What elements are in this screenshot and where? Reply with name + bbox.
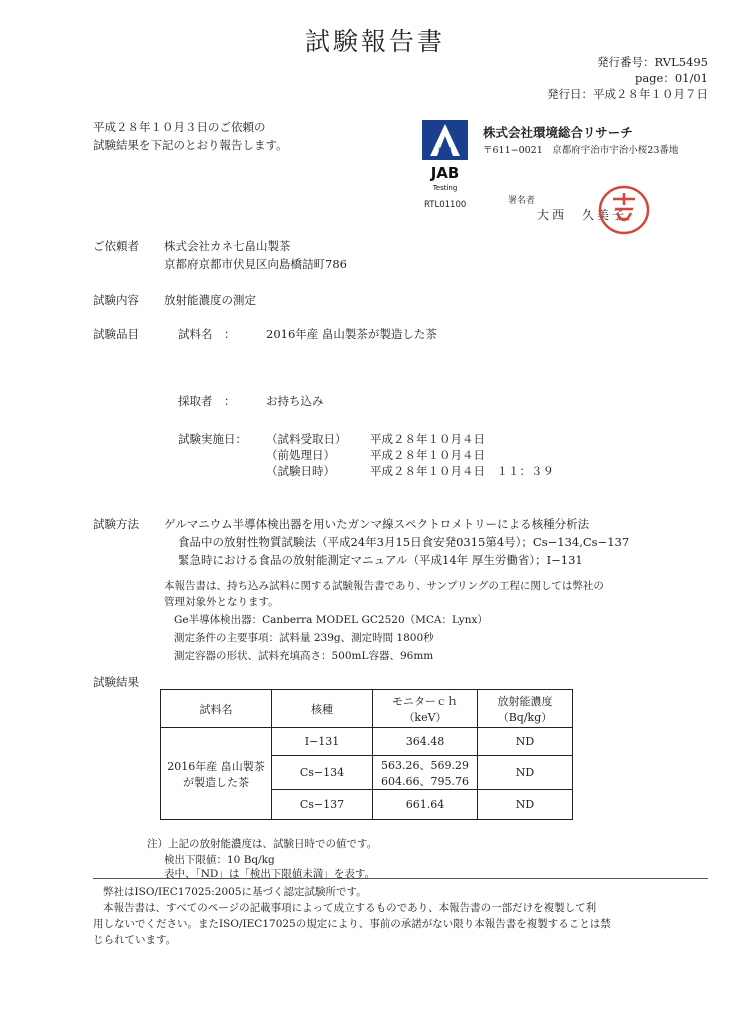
container-info: 測定容器の形状、試料充填高さ：500mL容器、96mm bbox=[174, 650, 434, 662]
footer-divider bbox=[93, 878, 708, 879]
monitor-cell: 364.48 bbox=[373, 728, 478, 756]
concentration-cell: ND bbox=[478, 756, 573, 790]
monitor-cell bbox=[373, 756, 478, 790]
note-line-3: 表中、「ND」は「検出下限値未満」を表す。 bbox=[164, 868, 376, 880]
sample-name-line-2: が製造した茶 bbox=[183, 775, 249, 789]
method-label: 試験方法 bbox=[93, 517, 139, 531]
signer-label: 署名者 bbox=[508, 196, 536, 206]
header-monitor-unit: （keV） bbox=[403, 710, 447, 724]
sample-name-cell bbox=[161, 728, 272, 820]
lab-address: 〒611−0021 京都府宇治市宇治小桜23番地 bbox=[483, 145, 679, 156]
pretreat-date-label: （前処理日） bbox=[266, 448, 335, 462]
header-concentration-unit: （Bq/kg） bbox=[497, 710, 553, 724]
logo-lab-text: LAB bbox=[438, 146, 452, 154]
footer-line-1: 弊社はISO/IEC17025:2005に基づく認定試験所です。 bbox=[103, 886, 367, 898]
concentration-cell: ND bbox=[478, 728, 573, 756]
logo-code: RTL01100 bbox=[424, 200, 467, 210]
seal-stamp-icon bbox=[595, 185, 653, 235]
page-number: page：01/01 bbox=[634, 71, 708, 85]
footer-line-3: 用しないでください。またISO/IEC17025の規定により、事前の承諾がない限り本報告書を複製することは禁 bbox=[93, 918, 611, 930]
note-line-2: 検出下限値：10 Bq/kg bbox=[164, 854, 275, 866]
signer-name: 大西 久美子 bbox=[537, 208, 628, 222]
sample-section-label: 試験品目 bbox=[93, 327, 139, 341]
test-datetime-label: （試験日時） bbox=[266, 464, 335, 478]
header-monitor bbox=[373, 690, 478, 728]
footer-line-4: じられています。 bbox=[93, 934, 177, 946]
results-table bbox=[160, 689, 573, 820]
report-number: 発行番号：RVL5495 bbox=[597, 55, 708, 69]
received-date-label: （試料受取日） bbox=[266, 432, 347, 446]
footer-line-2: 本報告書は、すべてのページの記載事項によって成立するものであり、本報告書の一部だけを複製して利 bbox=[103, 902, 597, 914]
test-content-label: 試験内容 bbox=[93, 293, 139, 307]
method-note-1: 本報告書は、持ち込み試料に関する試験報告書であり、サンプリングの工程に関しては弊社の bbox=[164, 580, 604, 592]
measure-conditions: 測定条件の主要事項：試料量 239g、測定時間 1800秒 bbox=[174, 632, 434, 644]
method-line-1: ゲルマニウム半導体検出器を用いたガンマ線スペクトロメトリーによる核種分析法 bbox=[164, 517, 590, 531]
method-line-3: 緊急時における食品の放射能測定マニュアル（平成14年 厚生労働省）；I−131 bbox=[178, 553, 583, 567]
header-nuclide: 核種 bbox=[272, 690, 373, 728]
test-datetime-value: 平成２８年１０月４日 １１：３９ bbox=[370, 464, 554, 478]
received-date-value: 平成２８年１０月４日 bbox=[370, 432, 485, 446]
table-row bbox=[161, 728, 573, 756]
method-line-2: 食品中の放射性物質試験法（平成24年3月15日食安発0315第4号）；Cs−134,Cs−137 bbox=[178, 535, 630, 549]
monitor-line-2: 604.66、795.76 bbox=[381, 774, 469, 788]
nuclide-cell: I−131 bbox=[272, 728, 373, 756]
lab-company-name: 株式会社環境総合リサーチ bbox=[483, 125, 633, 140]
nuclide-cell: Cs−134 bbox=[272, 756, 373, 790]
header-monitor-label: モニターｃｈ bbox=[392, 694, 458, 708]
client-name: 株式会社カネ七畠山製茶 bbox=[164, 239, 291, 253]
intro-line-2: 試験結果を下記のとおり報告します。 bbox=[93, 138, 288, 152]
header-sample: 試料名 bbox=[161, 690, 272, 728]
monitor-line-1: 563.26、569.29 bbox=[381, 758, 469, 772]
pretreat-date-value: 平成２８年１０月４日 bbox=[370, 448, 485, 462]
test-content-value: 放射能濃度の測定 bbox=[164, 293, 256, 307]
detector-info: Ge半導体検出器：Canberra MODEL GC2520（MCA：Lynx） bbox=[174, 614, 488, 626]
results-label: 試験結果 bbox=[93, 675, 139, 689]
jab-logo bbox=[420, 118, 470, 196]
sample-name-line-1: 2016年産 畠山製茶 bbox=[167, 759, 265, 773]
concentration-cell: ND bbox=[478, 790, 573, 820]
issue-date: 発行日：平成２８年１０月７日 bbox=[547, 87, 708, 101]
client-label: ご依頼者 bbox=[93, 239, 139, 253]
sample-name-label: 試料名 ： bbox=[178, 327, 236, 341]
logo-testing-text: Testing bbox=[432, 184, 458, 192]
sample-name-value: 2016年産 畠山製茶が製造した茶 bbox=[266, 327, 437, 341]
client-address: 京都府京都市伏見区向島橋詰町786 bbox=[164, 257, 347, 271]
note-line-1: 注）上記の放射能濃度は、試験日時での値です。 bbox=[147, 838, 378, 850]
logo-jab-text: JAB bbox=[430, 164, 460, 182]
method-note-2: 管理対象外となります。 bbox=[164, 596, 279, 608]
collector-value: お持ち込み bbox=[266, 394, 324, 408]
monitor-cell: 661.64 bbox=[373, 790, 478, 820]
table-header-row bbox=[161, 690, 573, 728]
collector-label: 採取者 ： bbox=[178, 394, 236, 408]
intro-line-1: 平成２８年１０月３日のご依頼の bbox=[93, 120, 266, 134]
nuclide-cell: Cs−137 bbox=[272, 790, 373, 820]
test-date-label: 試験実施日： bbox=[178, 432, 247, 446]
header-concentration bbox=[478, 690, 573, 728]
header-concentration-label: 放射能濃度 bbox=[497, 694, 553, 708]
report-title: 試験報告書 bbox=[304, 27, 445, 56]
